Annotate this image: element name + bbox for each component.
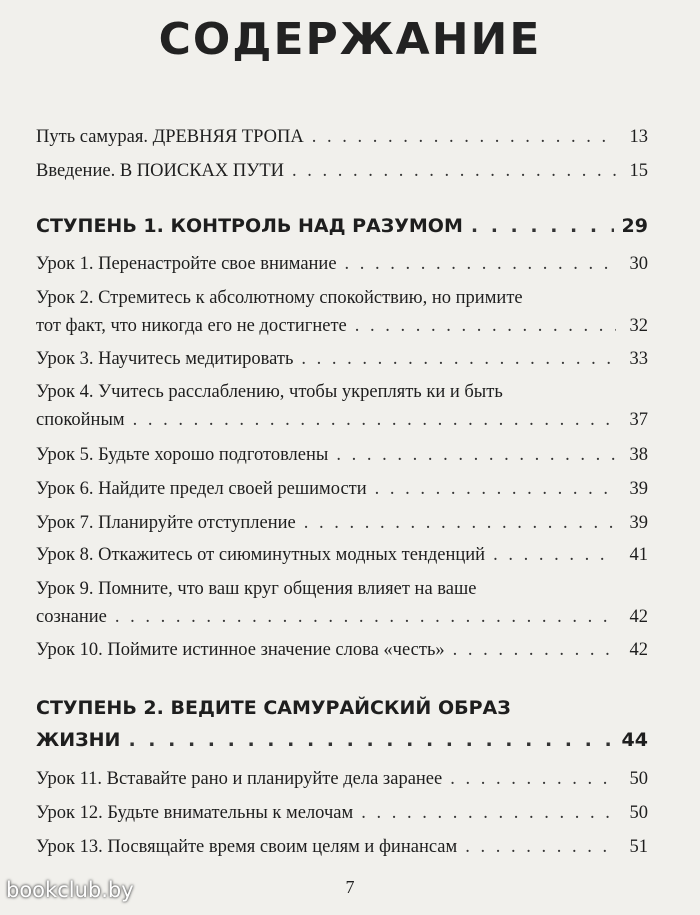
toc-entry[interactable]	[36, 636, 648, 664]
toc-entry[interactable]	[36, 123, 648, 151]
toc-entry-title-cont: ЖИЗНИ	[36, 729, 121, 751]
leader-dots	[361, 799, 616, 827]
toc-entry-title: Урок 2. Стремитесь к абсолютному спокойствию, но примите	[36, 288, 523, 308]
page-title: СОДЕРЖАНИЕ	[158, 14, 542, 65]
toc-entry[interactable]	[36, 541, 648, 569]
toc-entry-title: Путь самурая. ДРЕВНЯЯ ТРОПА	[36, 127, 304, 147]
leader-dots	[133, 406, 616, 434]
toc-entry[interactable]	[36, 833, 648, 861]
toc-section-heading[interactable]	[36, 694, 648, 754]
toc-entry[interactable]	[36, 250, 648, 278]
toc-entry[interactable]	[36, 157, 648, 185]
toc-entry-title: Урок 8. Откажитесь от сиюминутных модных тенденций	[36, 545, 486, 565]
toc-entry[interactable]	[36, 345, 648, 373]
leader-dots	[336, 441, 616, 469]
toc-page-number: 41	[629, 545, 648, 565]
toc-entry[interactable]	[36, 378, 648, 434]
toc-page-number: 38	[629, 445, 648, 465]
toc-entry-title: Урок 3. Научитесь медитировать	[36, 349, 294, 369]
toc-entry[interactable]	[36, 799, 648, 827]
toc-entry-title: СТУПЕНЬ 1. КОНТРОЛЬ НАД РАЗУМОМ	[36, 215, 463, 237]
toc-entry-title: Урок 10. Поймите истинное значение слова «честь»	[36, 640, 445, 660]
toc-entry-title-cont: сознание	[36, 607, 107, 627]
leader-dots	[301, 345, 616, 373]
leader-dots	[312, 123, 616, 151]
toc-entry[interactable]	[36, 284, 648, 340]
toc-entry-title: Введение. В ПОИСКАХ ПУТИ	[36, 161, 285, 181]
leader-dots	[471, 212, 614, 240]
leader-dots	[115, 603, 616, 631]
toc-page-number: 29	[621, 215, 648, 237]
toc-page-number: 30	[629, 254, 648, 274]
leader-dots	[465, 833, 616, 861]
toc-page-number: 42	[629, 640, 648, 660]
toc-entry[interactable]	[36, 441, 648, 469]
toc-page-number: 32	[629, 316, 648, 336]
page-number: 7	[345, 877, 355, 897]
leader-dots	[493, 541, 616, 569]
toc-entry[interactable]	[36, 509, 648, 537]
toc-page-number: 15	[629, 161, 648, 181]
leader-dots	[355, 312, 616, 340]
toc-entry-title: Урок 13. Посвящайте время своим целям и финансам	[36, 837, 458, 857]
toc-page-number: 13	[629, 127, 648, 147]
toc-entry[interactable]	[36, 575, 648, 631]
leader-dots	[375, 475, 616, 503]
toc-page-number: 42	[629, 607, 648, 627]
toc-entry-title: Урок 6. Найдите предел своей решимости	[36, 479, 367, 499]
toc-page-number: 50	[629, 803, 648, 823]
toc-entry-title: Урок 7. Планируйте отступление	[36, 513, 296, 533]
toc-entry-title: Урок 4. Учитесь расслаблению, чтобы укреплять ки и быть	[36, 382, 503, 402]
leader-dots	[453, 636, 616, 664]
toc-entry-title: Урок 12. Будьте внимательны к мелочам	[36, 803, 354, 823]
toc-entry-title: Урок 9. Помните, что ваш круг общения влияет на ваше	[36, 579, 477, 599]
toc-page-number: 50	[629, 769, 648, 789]
toc-entry[interactable]	[36, 475, 648, 503]
toc-page-number: 39	[629, 479, 648, 499]
toc-page-number: 44	[621, 729, 648, 751]
leader-dots	[292, 157, 616, 185]
toc-page-number: 51	[629, 837, 648, 857]
toc-entry-title: Урок 5. Будьте хорошо подготовлены	[36, 445, 329, 465]
toc-entry-title: СТУПЕНЬ 2. ВЕДИТЕ САМУРАЙСКИЙ ОБРАЗ	[36, 697, 511, 719]
toc-page-number: 37	[629, 410, 648, 430]
leader-dots	[304, 509, 616, 537]
toc-entry-title: Урок 11. Вставайте рано и планируйте дела заранее	[36, 769, 443, 789]
toc-page-number: 39	[629, 513, 648, 533]
watermark: bookclub.by	[6, 878, 134, 902]
toc-page-number: 33	[629, 349, 648, 369]
toc-entry-title: Урок 1. Перенастройте свое внимание	[36, 254, 337, 274]
leader-dots	[345, 250, 616, 278]
toc-entry-title-cont: спокойным	[36, 410, 125, 430]
leader-dots	[450, 765, 616, 793]
toc-entry-title-cont: тот факт, что никогда его не достигнете	[36, 316, 347, 336]
toc-entry[interactable]	[36, 765, 648, 793]
leader-dots	[128, 726, 613, 754]
toc-section-heading[interactable]	[36, 212, 648, 240]
